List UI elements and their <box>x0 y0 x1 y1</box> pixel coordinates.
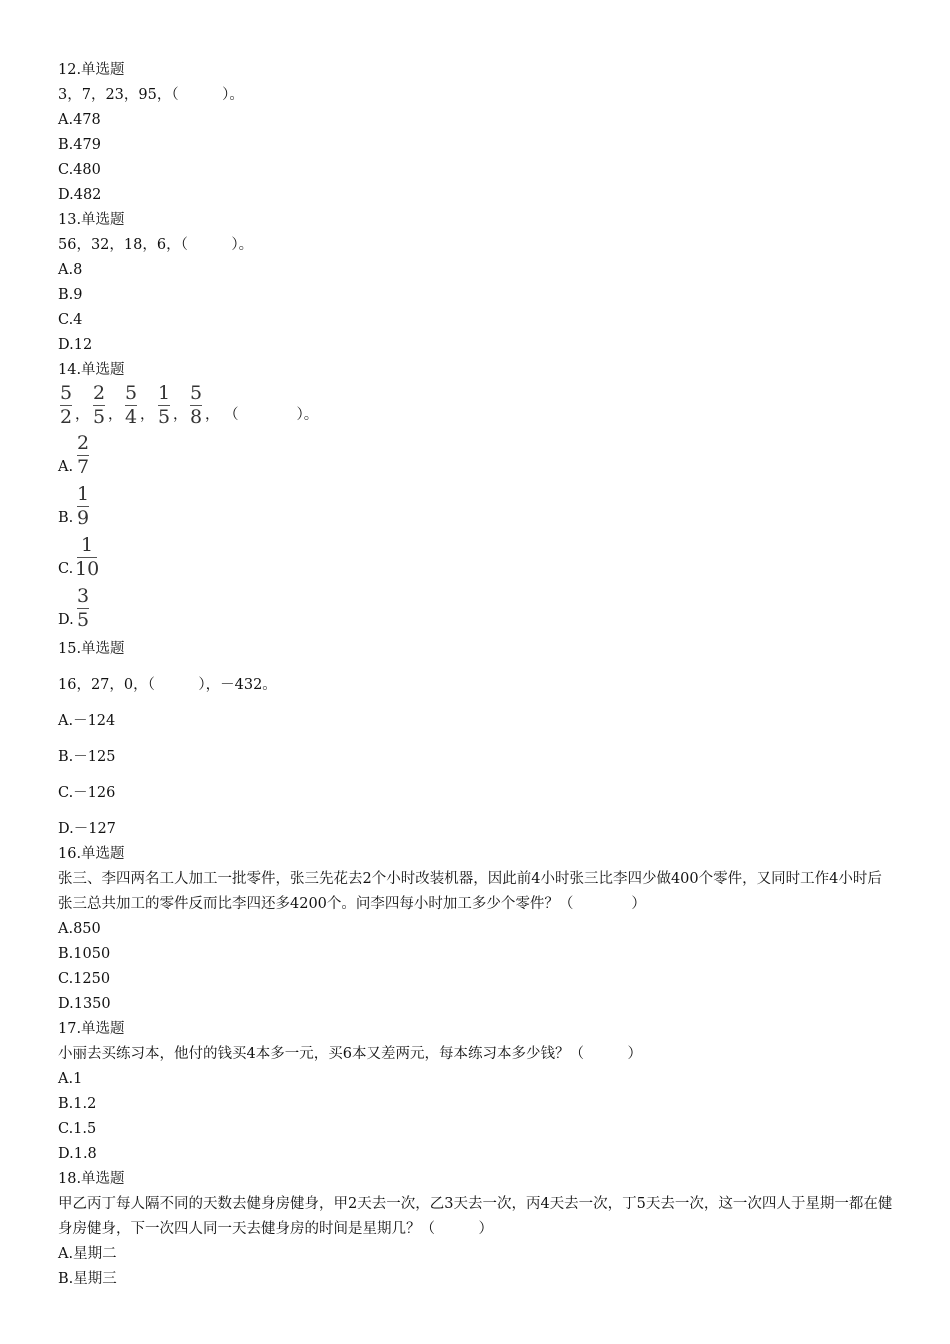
q12-stem: 3，7，23，95，（ ）。 <box>58 87 244 103</box>
q13-option-b[interactable]: B.9 <box>58 287 83 303</box>
q16-option-d[interactable]: D.1350 <box>58 996 111 1012</box>
q15-stem: 16，27，0，（ ），－432。 <box>58 677 277 693</box>
q16-stem: 张三、李四两名工人加工一批零件，张三先花去2个小时改装机器，因此前4小时张三比李四少做400个零件，又同时工作4小时后张三总共加工的零件反而比李四还多4200个。问李四每小时加工多少个零件？（ ） <box>58 871 882 912</box>
q12-option-b[interactable]: B.479 <box>58 137 101 153</box>
q14-header: 14.单选题 <box>58 362 125 378</box>
q17-option-d[interactable]: D.1.8 <box>58 1146 97 1162</box>
q14-blank: （ ）。 <box>224 407 319 423</box>
q16-option-a[interactable]: A.850 <box>58 921 101 937</box>
question-sheet <box>58 58 898 1292</box>
q14-option-c-fraction: 1 10 <box>75 534 100 580</box>
q14-stem: 5 2 ， 2 5 ， 5 4 ， 1 5 ， 5 8 ， （ ）。 <box>59 382 319 428</box>
q14-option-a[interactable]: A. 2 7 <box>58 432 90 478</box>
q13-header: 13.单选题 <box>58 212 125 228</box>
q14-option-a-fraction: 2 7 <box>76 432 90 478</box>
q14-option-d[interactable]: D. 3 5 <box>58 585 90 631</box>
q15-option-b[interactable]: B.－125 <box>58 749 116 765</box>
q14-option-b[interactable]: B. 1 9 <box>58 483 90 529</box>
q18-header: 18.单选题 <box>58 1171 125 1187</box>
q14-option-c[interactable]: C. 1 10 <box>58 534 100 580</box>
q13-option-d[interactable]: D.12 <box>58 337 93 353</box>
q18-option-b[interactable]: B.星期三 <box>58 1271 117 1287</box>
q17-option-c[interactable]: C.1.5 <box>58 1121 97 1137</box>
q17-stem: 小丽去买练习本，他付的钱买4本多一元，买6本又差两元，每本练习本多少钱？（ ） <box>58 1046 642 1062</box>
q18-stem: 甲乙丙丁每人隔不同的天数去健身房健身，甲2天去一次，乙3天去一次，丙4天去一次，丁5天去一次，这一次四人于星期一都在健身房健身，下一次四人同一天去健身房的时间是星期几？（ ） <box>58 1196 893 1237</box>
q16-option-b[interactable]: B.1050 <box>58 946 111 962</box>
q13-stem: 56，32，18，6，（ ）。 <box>58 237 254 253</box>
q14-seq-fraction: 5 2 <box>59 382 73 428</box>
q16-option-c[interactable]: C.1250 <box>58 971 111 987</box>
q12-option-a[interactable]: A.478 <box>58 112 101 128</box>
q15-option-d[interactable]: D.－127 <box>58 821 116 837</box>
q13-option-a[interactable]: A.8 <box>58 262 83 278</box>
q15-header: 15.单选题 <box>58 641 125 657</box>
q12-header: 12.单选题 <box>58 62 125 78</box>
q14-option-d-fraction: 3 5 <box>76 585 90 631</box>
q12-option-c[interactable]: C.480 <box>58 162 101 178</box>
q16-header: 16.单选题 <box>58 846 125 862</box>
q14-seq-fraction: 5 4 <box>124 382 138 428</box>
q14-seq-fraction: 1 5 <box>157 382 171 428</box>
q17-option-b[interactable]: B.1.2 <box>58 1096 97 1112</box>
q15-option-a[interactable]: A.－124 <box>58 713 116 729</box>
q13-option-c[interactable]: C.4 <box>58 312 83 328</box>
q15-option-c[interactable]: C.－126 <box>58 785 116 801</box>
q14-option-b-fraction: 1 9 <box>76 483 90 529</box>
q17-header: 17.单选题 <box>58 1021 125 1037</box>
q12-option-d[interactable]: D.482 <box>58 187 102 203</box>
q18-option-a[interactable]: A.星期二 <box>58 1246 117 1262</box>
q17-option-a[interactable]: A.1 <box>58 1071 83 1087</box>
q14-seq-fraction: 5 8 <box>189 382 203 428</box>
q14-seq-fraction: 2 5 <box>92 382 106 428</box>
